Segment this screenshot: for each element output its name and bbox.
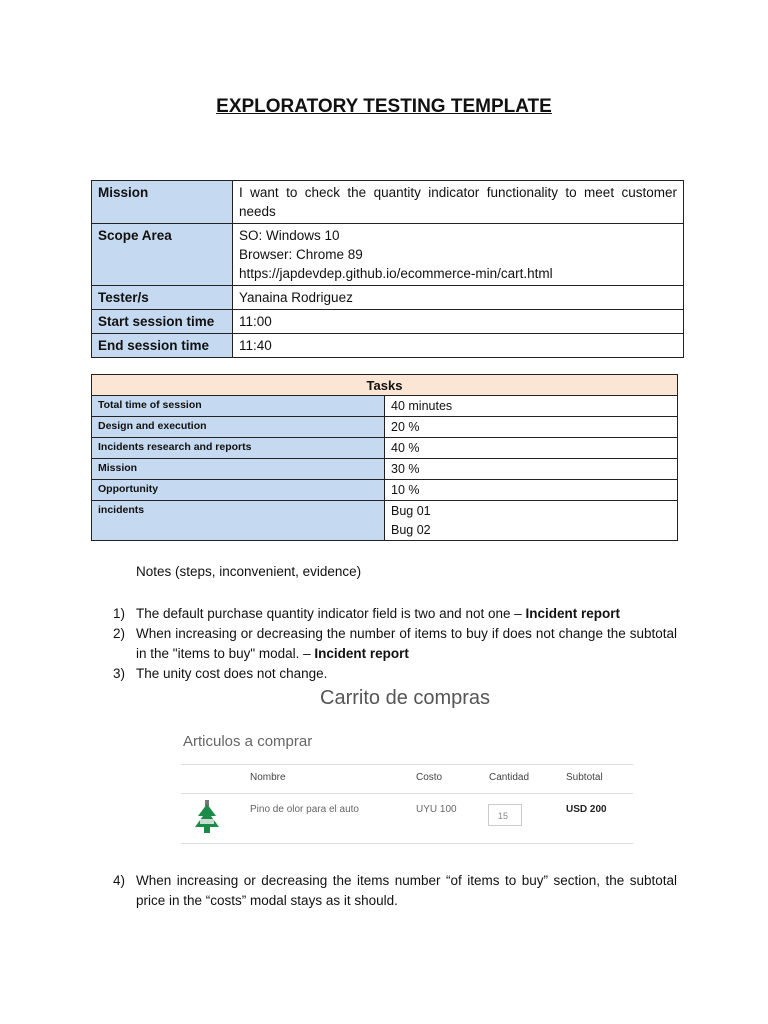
quantity-input[interactable]: 15 [488, 804, 522, 826]
task-row [92, 501, 678, 541]
info-label: Start session time [92, 310, 233, 334]
task-label: Incidents research and reports [92, 438, 385, 459]
note-item-1: 1) The default purchase quantity indicator field is two and not one – Incident report [113, 606, 621, 621]
task-label: Opportunity [92, 480, 385, 501]
session-info-table [91, 180, 684, 358]
divider [181, 764, 633, 765]
cart-subtitle: Articulos a comprar [183, 733, 313, 750]
task-row [92, 438, 678, 459]
task-value-line: 40 minutes [391, 399, 453, 413]
task-label: Mission [92, 459, 385, 480]
info-row [92, 224, 684, 286]
task-value-line: Bug 01 [391, 504, 431, 518]
info-value [233, 181, 684, 224]
cart-title: Carrito de compras [320, 687, 491, 709]
incident-report-label: Incident report [525, 606, 621, 621]
info-label: Tester/s [92, 286, 233, 310]
info-label: Mission [92, 181, 233, 224]
task-value-line: 10 % [391, 483, 420, 497]
info-row [92, 286, 684, 310]
task-row [92, 480, 678, 501]
air-freshener-tree-icon [194, 800, 220, 838]
info-value-line: Browser: Chrome 89 [239, 247, 363, 262]
task-value [385, 396, 678, 417]
info-row [92, 310, 684, 334]
task-value-line: Bug 02 [391, 523, 431, 537]
note-item-2: 2) When increasing or decreasing the number of items to buy if does not change the subtotal in the "items to buy" modal. – Incident report [113, 626, 677, 661]
task-value [385, 501, 678, 541]
task-value [385, 459, 678, 480]
info-value [233, 334, 684, 358]
note-item-3: 3) The unity cost does not change. [113, 666, 328, 681]
task-label: incidents [92, 501, 385, 541]
info-value-line: 11:40 [239, 338, 272, 353]
task-label: Design and execution [92, 417, 385, 438]
column-subtotal: Subtotal [566, 772, 603, 783]
task-value [385, 438, 678, 459]
info-value-line: SO: Windows 10 [239, 228, 340, 243]
item-cost: UYU 100 [416, 804, 457, 815]
task-value [385, 480, 678, 501]
incident-report-label: Incident report [314, 646, 409, 661]
info-row [92, 334, 684, 358]
info-label: Scope Area [92, 224, 233, 286]
info-value [233, 224, 684, 286]
info-value [233, 286, 684, 310]
task-label: Total time of session [92, 396, 385, 417]
info-row [92, 181, 684, 224]
info-value-line: Yanaina Rodriguez [239, 290, 353, 305]
column-cost: Costo [416, 772, 443, 783]
divider [181, 793, 633, 794]
document-title: EXPLORATORY TESTING TEMPLATE [216, 96, 552, 117]
cart-screenshot [163, 685, 633, 850]
task-row [92, 417, 678, 438]
info-value-line: I want to check the quantity indicator functionality to meet customer needs [239, 185, 677, 219]
tasks-header: Tasks [92, 375, 678, 396]
column-qty: Cantidad [489, 772, 530, 783]
notes-title: Notes (steps, inconvenient, evidence) [136, 564, 362, 579]
task-value-line: 20 % [391, 420, 420, 434]
tasks-table [91, 374, 678, 541]
item-name: Pino de olor para el auto [250, 804, 359, 815]
task-value-line: 40 % [391, 441, 420, 455]
task-row [92, 459, 678, 480]
task-value [385, 417, 678, 438]
info-value [233, 310, 684, 334]
column-name: Nombre [250, 772, 286, 783]
note-item-4: 4) When increasing or decreasing the items number “of items to buy” section, the subtotal price in the “costs” modal stays as it should. [113, 873, 677, 908]
task-row [92, 396, 678, 417]
info-label: End session time [92, 334, 233, 358]
task-value-line: 30 % [391, 462, 420, 476]
item-subtotal: USD 200 [566, 804, 607, 815]
info-value-line: https://japdevdep.github.io/ecommerce-min/cart.html [239, 266, 553, 281]
info-value-line: 11:00 [239, 314, 272, 329]
divider [181, 843, 633, 844]
